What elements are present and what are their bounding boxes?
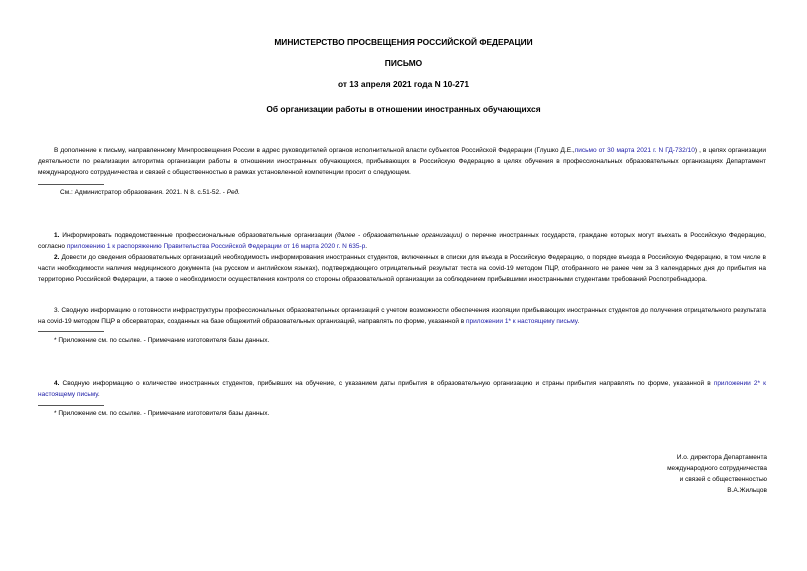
footnote-divider bbox=[38, 405, 104, 406]
item-1-text-2: (далее - образовательные организации) bbox=[334, 232, 463, 239]
item-4 bbox=[38, 378, 766, 400]
signature-name: В.А.Жильцов bbox=[727, 487, 767, 494]
letter-link[interactable]: письмо от 30 марта 2021 г. N ГД-732/10 bbox=[574, 147, 695, 154]
signature-line-3: и связей с общественностью bbox=[679, 476, 767, 483]
footnote-2: * Приложение см. по ссылке. - Примечание изготовителя базы данных. bbox=[54, 337, 270, 344]
ministry-title: МИНИСТЕРСТВО ПРОСВЕЩЕНИЯ РОССИЙСКОЙ ФЕДЕРАЦИИ bbox=[274, 37, 533, 47]
item-1 bbox=[38, 230, 766, 252]
item-4-number: 4. bbox=[54, 380, 60, 387]
footnote-1 bbox=[60, 188, 240, 197]
item-3-text-2: . bbox=[577, 318, 580, 325]
footnote-1-text: См.: Администратор образования. 2021. N 8. с.51-52. - bbox=[60, 189, 225, 196]
item-1-number: 1. bbox=[54, 232, 60, 239]
item-4-text-1: Сводную информацию о количестве иностранных студентов, прибывших на обучение, с указанием даты прибытия в образовательную организацию и страны прибытия направлять по форме, указанной в bbox=[62, 380, 711, 387]
intro-text-2: ) , в целях организации деятельности по реализации алгоритма организации работы в отношении иностранных обучающихся, прибывающих в Российскую Федерацию в целях обучения в профессиональных образовательных организациях Департамент международного сотрудничества и связей с общественностью в рамках установленной компетенции просит о следующем. bbox=[38, 147, 766, 176]
footnote-1-ed: Ред. bbox=[226, 189, 240, 196]
appendix-1-link[interactable]: приложении 1* к настоящему письму bbox=[466, 318, 578, 325]
doc-type: ПИСЬМО bbox=[384, 58, 423, 68]
footnote-3: * Приложение см. по ссылке. - Примечание изготовителя базы данных. bbox=[54, 410, 270, 417]
doc-subject: Об организации работы в отношении иностранных обучающихся bbox=[266, 104, 541, 114]
item-1-text-4: . bbox=[365, 243, 368, 250]
signature-line-1: И.о. директора Департамента bbox=[676, 454, 767, 461]
signature-line-2: международного сотрудничества bbox=[667, 465, 767, 472]
item-2-text: Довести до сведения образовательных организаций необходимость информирования иностранных студентов, включенных в списки для въезда в Российскую Федерацию, о порядке въезда в Российскую Федерацию, в том числе в части необходимости наличия медицинского документа (на русском и английском языках), подтверждающего отрицательный результат теста на covid-19 методом ПЦР, отобранного не ранее чем за 3 календарных дня до прибытия на территорию Российской Федерации, а также о необходимости осуществления контроля со стороны образовательной организации за соблюдением прибывшими иностранными студентами требований Роспотребнадзора. bbox=[38, 254, 766, 283]
item-2 bbox=[38, 252, 766, 285]
item-1-text-1: Информировать подведомственные профессиональные образовательные организации bbox=[62, 232, 333, 239]
intro-paragraph bbox=[38, 145, 766, 178]
appendix-2-link[interactable]: приложении 2* к настоящему письму bbox=[38, 380, 766, 398]
decree-link[interactable]: приложению 1 к распоряжению Правительства Российской Федерации от 16 марта 2020 г. N 635-р bbox=[66, 243, 366, 250]
footnote-divider bbox=[38, 331, 104, 332]
doc-date-number: от 13 апреля 2021 года N 10-271 bbox=[337, 79, 470, 89]
item-4-text-2: . bbox=[97, 391, 100, 398]
item-3-text-1: Сводную информацию о готовности инфраструктуры профессиональных образовательных организаций с учетом возможности обеспечения изоляции прибывающих иностранных студентов до получения отрицательного результата на covid-19 методом ПЦР в обсерваторах, созданных на базе общежитий образовательных организаций, направлять по форме, указанной в bbox=[38, 307, 766, 325]
item-3 bbox=[38, 305, 766, 327]
intro-text-1: В дополнение к письму, направленному Минпросвещения России в адрес руководителей органов исполнительной власти субъектов Российской Федерации (Глушко Д.Е., bbox=[54, 147, 575, 154]
item-1-text-3: о перечне иностранных государств, граждане которых могут въехать в Российскую Федерацию, согласно bbox=[38, 232, 766, 250]
item-3-number: 3. bbox=[54, 307, 60, 314]
item-2-number: 2. bbox=[54, 254, 60, 261]
signature-block bbox=[667, 452, 767, 496]
footnote-divider bbox=[38, 184, 104, 185]
